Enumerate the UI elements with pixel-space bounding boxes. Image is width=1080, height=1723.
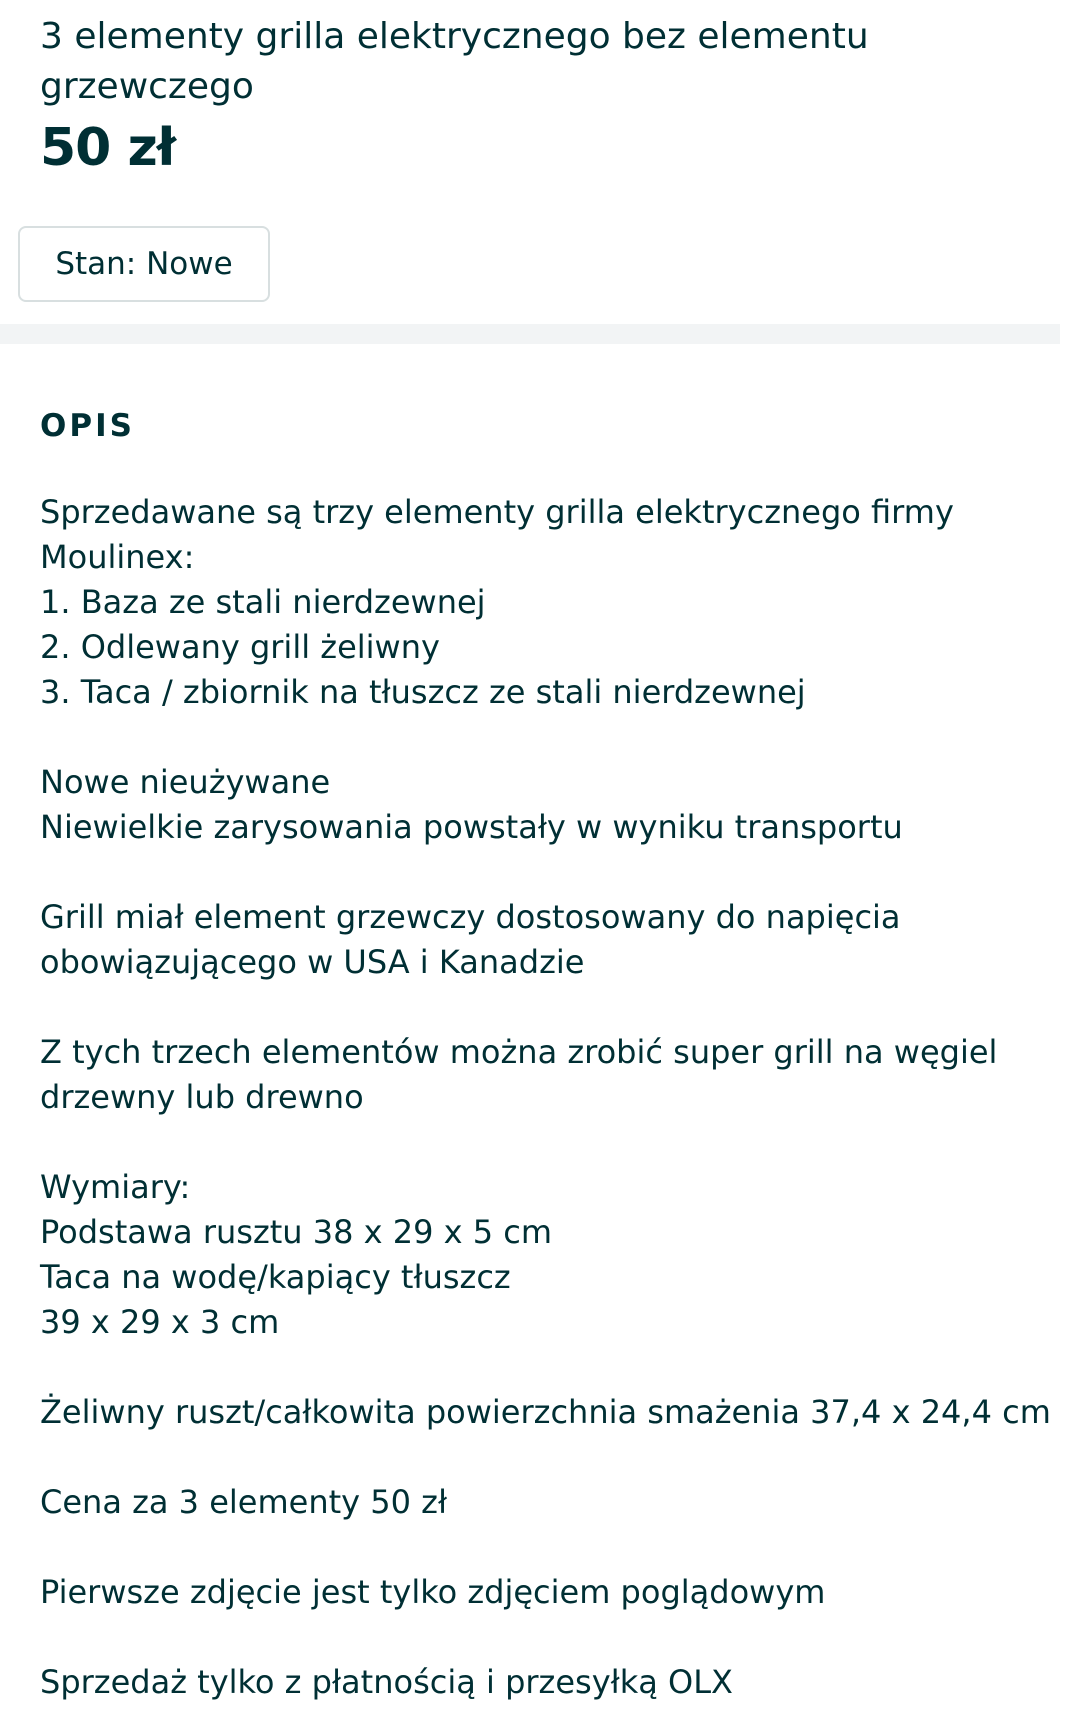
description-line: Podstawa rusztu 38 x 29 x 5 cm <box>40 1213 553 1251</box>
description-line: 2. Odlewany grill żeliwny <box>40 628 440 666</box>
description-line: 3. Taca / zbiornik na tłuszcz ze stali nierdzewnej <box>40 673 806 711</box>
description-line: Sprzedaż tylko z płatnością i przesyłką OLX <box>40 1663 733 1701</box>
description-heading: OPIS <box>40 408 135 444</box>
description-blank-line <box>40 985 1040 1030</box>
description-blank-line <box>40 1615 1040 1660</box>
description-blank-line <box>40 1525 1040 1570</box>
description-line: 1. Baza ze stali nierdzewnej <box>40 583 486 621</box>
description-line: Wymiary: <box>40 1168 191 1206</box>
listing-title: 3 elementy grilla elektrycznego bez elementu grzewczego <box>40 16 869 107</box>
description-line: Sprzedawane są trzy elementy grilla elektrycznego firmy <box>40 493 954 531</box>
description-line: Nowe nieużywane <box>40 763 331 801</box>
description-line: Pierwsze zdjęcie jest tylko zdjęciem poglądowym <box>40 1573 826 1611</box>
description-line: obowiązującego w USA i Kanadzie <box>40 943 585 981</box>
page-right-edge <box>1060 0 1080 1723</box>
description-line: 39 x 29 x 3 cm <box>40 1303 280 1341</box>
description-blank-line <box>40 1345 1040 1390</box>
description-blank-line <box>40 1435 1040 1480</box>
description-line: Niewielkie zarysowania powstały w wyniku transportu <box>40 808 903 846</box>
description-line: Moulinex: <box>40 538 195 576</box>
description-line: Cena za 3 elementy 50 zł <box>40 1483 448 1521</box>
description-blank-line <box>40 1120 1040 1165</box>
condition-tag[interactable]: Stan: Nowe <box>18 226 270 302</box>
description-line: Żeliwny ruszt/całkowita powierzchnia smażenia 37,4 x 24,4 cm <box>40 1393 1051 1431</box>
listing-header <box>0 0 1080 324</box>
description-blank-line <box>40 850 1040 895</box>
description-text <box>40 490 1051 1705</box>
listing-price: 50 zł <box>40 118 176 178</box>
description-line: Grill miał element grzewczy dostosowany do napięcia <box>40 898 901 936</box>
description-line: drzewny lub drewno <box>40 1078 364 1116</box>
description-line: Taca na wodę/kapiący tłuszcz <box>40 1258 511 1296</box>
description-line: Z tych trzech elementów można zrobić super grill na węgiel <box>40 1033 998 1071</box>
description-section <box>0 344 1080 1723</box>
section-divider <box>0 324 1080 344</box>
description-blank-line <box>40 715 1040 760</box>
